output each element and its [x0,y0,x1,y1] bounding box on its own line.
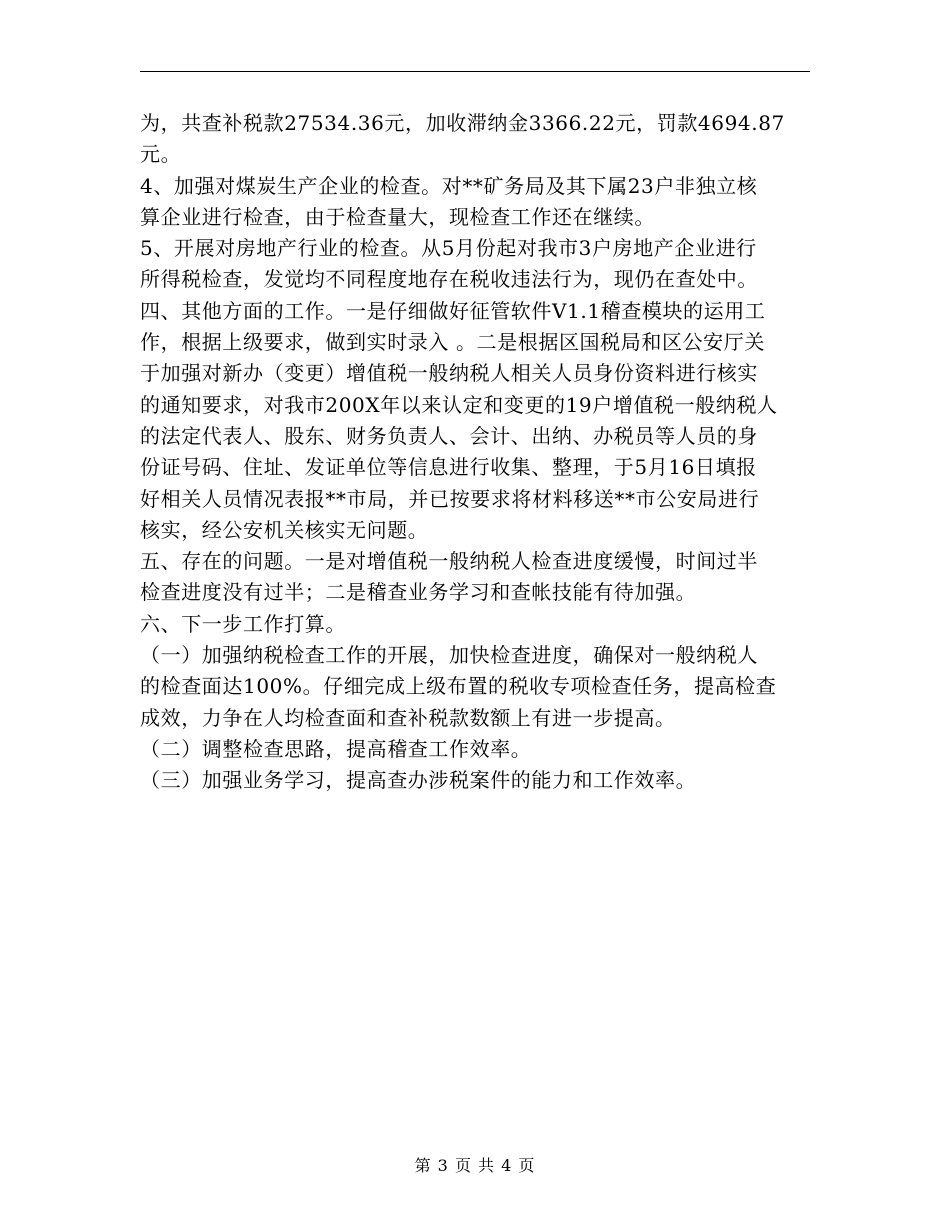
text-line: 份证号码、住址、发证单位等信息进行收集、整理，于5月16日填报 [140,455,757,480]
text-line: 成效，力争在人均检查面和查补税款数额上有进一步提高。 [140,705,676,730]
text-line: 作，根据上级要求，做到实时录入 。二是根据区国税局和区公安厅关 [140,330,765,355]
text-line: 的检查面达100%。仔细完成上级布置的税收专项检查任务，提高检查 [140,674,777,699]
text-line: 五、存在的问题。一是对增值税一般纳税人检查进度缓慢，时间过半 [140,549,758,574]
text-line: 5、开展对房地产行业的检查。从5月份起对我市3户房地产企业进行 [140,236,757,261]
text-line: 的通知要求，对我市200X年以来认定和变更的19户增值税一般纳税人 [140,392,778,417]
text-line: 检查进度没有过半；二是稽查业务学习和查帐技能有待加强。 [140,580,697,605]
text-line: 算企业进行检查，由于检查量大，现检查工作还在继续。 [140,204,655,229]
text-line: 好相关人员情况表报**市局，并已按要求将材料移送**市公安局进行 [140,486,760,511]
text-line: 于加强对新办（变更）增值税一般纳税人相关人员身份资料进行核实 [140,361,758,386]
text-line: 4、加强对煤炭生产企业的检查。对**矿务局及其下属23户非独立核 [140,173,758,198]
text-line: （二）调整检查思路，提高稽查工作效率。 [140,736,532,761]
text-line: 所得税检查，发觉均不同程度地存在税收违法行为，现仍在查处中。 [140,267,758,292]
page-footer: 第 3 页 共 4 页 [414,1156,536,1175]
text-line: 的法定代表人、股东、财务负责人、会计、出纳、办税员等人员的身 [140,423,758,448]
document-body [140,108,812,797]
text-line: 核实，经公安机关核实无问题。 [140,517,429,542]
text-line: 六、下一步工作打算。 [140,611,346,636]
text-line: 为，共查补税款27534.36元，加收滞纳金3366.22元，罚款4694.87 [140,111,785,135]
header-rule [140,71,810,72]
text-line: （三）加强业务学习，提高查办涉税案件的能力和工作效率。 [140,768,697,793]
text-line: 元。 [140,142,182,167]
text-line: 四、其他方面的工作。一是仔细做好征管软件V1.1稽查模块的运用工 [140,298,766,323]
text-line: （一）加强纳税检查工作的开展，加快检查进度，确保对一般纳税人 [140,643,758,668]
